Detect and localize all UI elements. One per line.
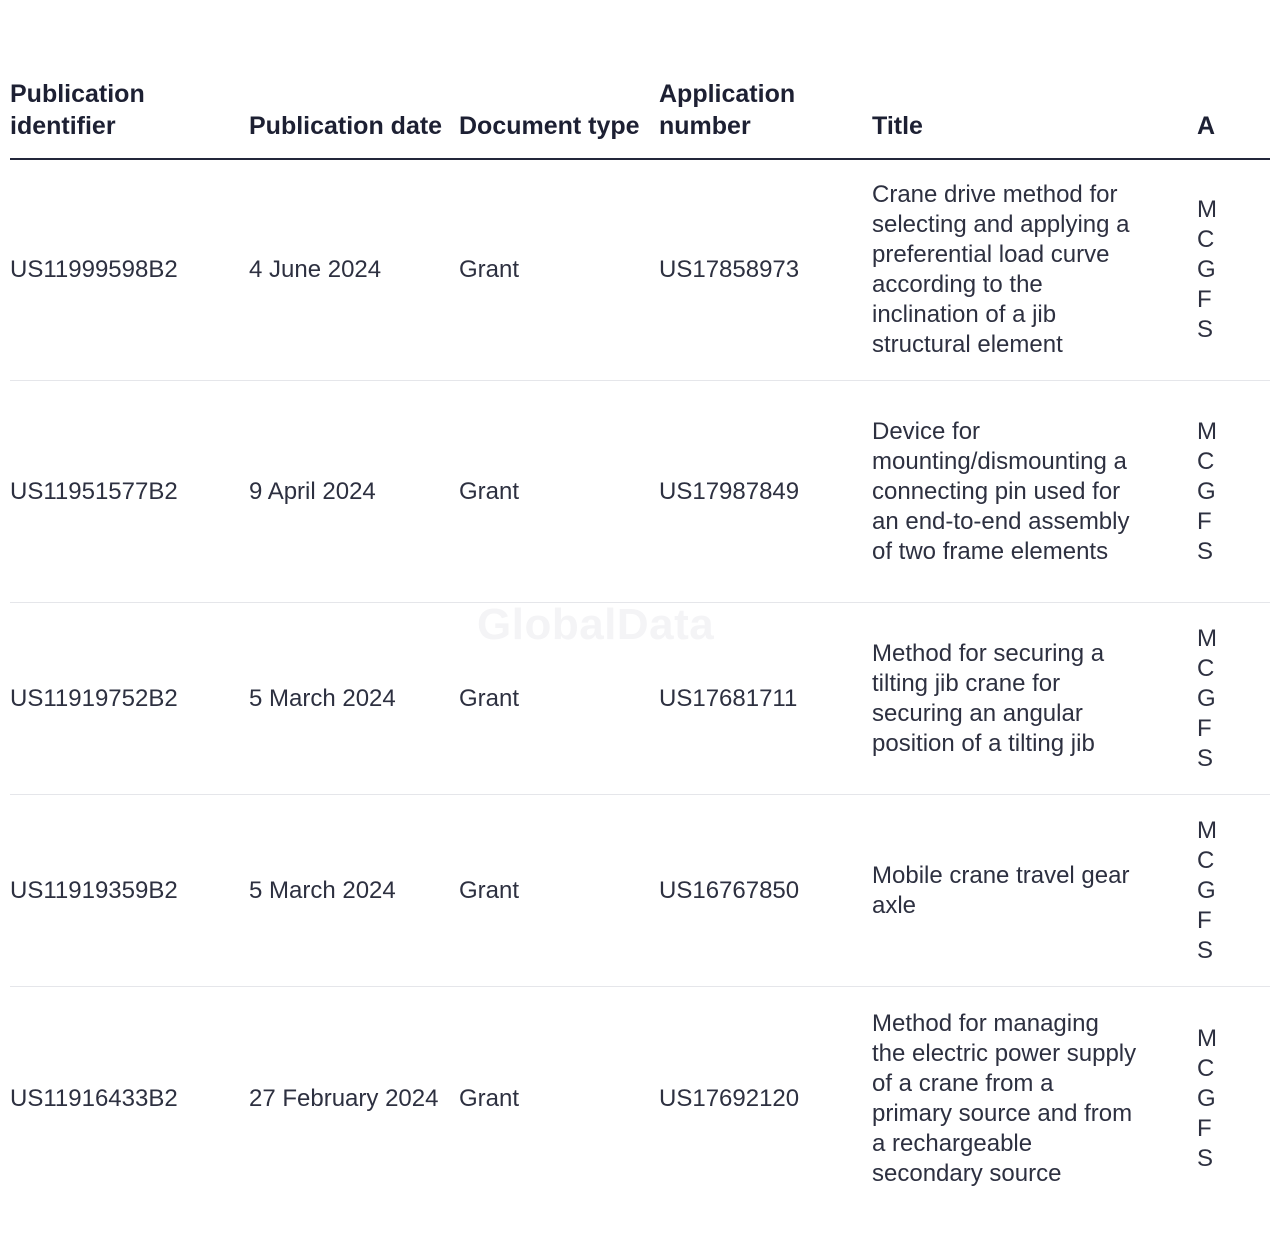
document-type-cell: Grant bbox=[459, 795, 659, 987]
table-row bbox=[10, 987, 1270, 1212]
table-row bbox=[10, 795, 1270, 987]
cut-off-cell: M C G F S bbox=[1197, 795, 1270, 987]
publication-date-cell: 5 March 2024 bbox=[249, 795, 459, 987]
application-number-cell: US17858973 bbox=[659, 159, 872, 381]
title-cell: Device for mounting/dismounting a connecting pin used for an end-to-end assembly of two frame elements bbox=[872, 381, 1197, 603]
publication-identifier-cell: US11919359B2 bbox=[10, 795, 249, 987]
header-title: Title bbox=[872, 78, 1197, 159]
cut-off-cell: M C G F S bbox=[1197, 1025, 1217, 1172]
application-number-cell: US16767850 bbox=[659, 795, 872, 987]
application-number-cell: US17987849 bbox=[659, 381, 872, 603]
cut-off-cell: M C G F S bbox=[1197, 159, 1270, 381]
patents-table bbox=[10, 78, 1270, 1211]
publication-date-cell: 5 March 2024 bbox=[249, 603, 459, 795]
table-header bbox=[10, 78, 1270, 159]
header-row bbox=[10, 78, 1270, 159]
title-cell: Method for managing the electric power supply of a crane from a primary source and from a rechargeable secondary source bbox=[872, 1010, 1137, 1187]
cut-off-cell: M C G F S bbox=[1197, 603, 1270, 795]
title-cell: Crane drive method for selecting and applying a preferential load curve according to the inclination of a jib structural element bbox=[872, 159, 1197, 381]
application-number-cell: US17681711 bbox=[659, 603, 872, 795]
header-cut-off: A bbox=[1197, 78, 1270, 159]
application-number-cell: US17692120 bbox=[659, 1085, 800, 1112]
publication-identifier-cell: US11916433B2 bbox=[10, 1085, 178, 1112]
header-application-number: Application number bbox=[659, 78, 872, 159]
table-row bbox=[10, 603, 1270, 795]
publication-identifier-cell: US11919752B2 bbox=[10, 603, 249, 795]
publication-date-cell: 9 April 2024 bbox=[249, 381, 459, 603]
watermark: GlobalData bbox=[477, 600, 715, 649]
publication-date-cell: 4 June 2024 bbox=[249, 159, 459, 381]
document-type-cell: Grant bbox=[459, 381, 659, 603]
document-type-cell: Grant bbox=[459, 159, 659, 381]
header-publication-date: Publication date bbox=[249, 78, 459, 159]
title-cell: Mobile crane travel gear axle bbox=[872, 795, 1197, 987]
header-document-type: Document type bbox=[459, 78, 659, 159]
table-body bbox=[10, 159, 1270, 1211]
title-cell: Method for securing a tilting jib crane for securing an angular position of a tilting jib bbox=[872, 603, 1197, 795]
publication-identifier-cell: US11951577B2 bbox=[10, 381, 249, 603]
publication-date-cell: 27 February 2024 bbox=[249, 1085, 439, 1112]
document-type-cell: Grant bbox=[459, 603, 659, 795]
cut-off-cell: M C G F S bbox=[1197, 381, 1270, 603]
document-type-cell: Grant bbox=[459, 1085, 520, 1112]
header-publication-identifier: Publication identifier bbox=[10, 78, 249, 159]
publication-identifier-cell: US11999598B2 bbox=[10, 159, 249, 381]
patents-table-container[interactable] bbox=[10, 78, 1217, 1228]
table-row bbox=[10, 159, 1270, 381]
table-row bbox=[10, 381, 1270, 603]
